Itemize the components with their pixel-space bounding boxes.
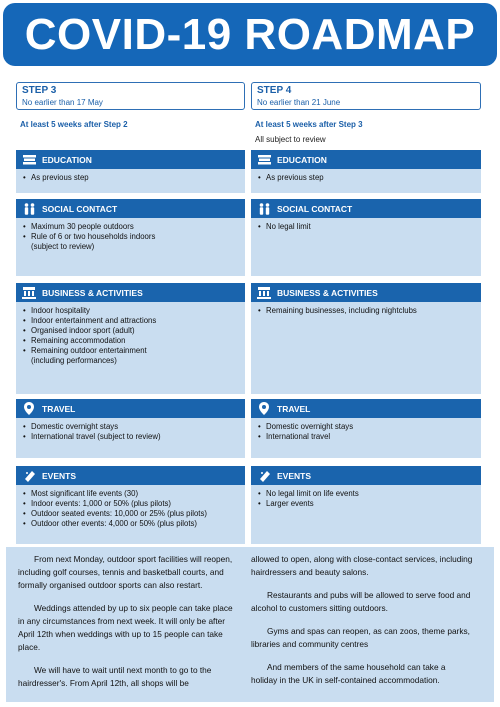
list-item: • Larger events bbox=[257, 499, 475, 509]
card-header bbox=[251, 399, 481, 418]
step3-business-card bbox=[16, 283, 245, 394]
list-item: • No legal limit on life events bbox=[257, 489, 475, 499]
step-title: STEP 3 bbox=[22, 85, 57, 96]
card-title: EVENTS bbox=[277, 470, 312, 481]
card-body bbox=[16, 485, 245, 544]
people-icon bbox=[22, 203, 36, 215]
list-item: • Maximum 30 people outdoors bbox=[22, 222, 239, 232]
article-paragraph: And members of the same household can take a holiday in the UK in self-contained accommodation. bbox=[251, 662, 446, 685]
card-title: SOCIAL CONTACT bbox=[42, 203, 118, 214]
card-body bbox=[251, 418, 481, 458]
list-item: • Indoor entertainment and attractions bbox=[22, 316, 239, 326]
ticket-icon bbox=[22, 470, 36, 482]
list-item: (subject to review) bbox=[31, 242, 95, 251]
card-header bbox=[16, 399, 245, 418]
title-banner bbox=[3, 3, 497, 66]
list-item: • Domestic overnight stays bbox=[257, 422, 475, 432]
step4-social-card bbox=[251, 199, 481, 276]
card-body bbox=[251, 302, 481, 394]
list-item: • As previous step bbox=[257, 173, 475, 183]
card-header bbox=[251, 283, 481, 302]
step4-events-card bbox=[251, 466, 481, 544]
step-label-box bbox=[251, 82, 481, 110]
article-paragraph: Gyms and spas can reopen, as can zoos, theme parks, libraries and community centres bbox=[251, 626, 470, 649]
step4-business-card bbox=[251, 283, 481, 394]
list-item: • Indoor hospitality bbox=[22, 306, 239, 316]
list-item: (including performances) bbox=[31, 356, 117, 365]
card-header bbox=[16, 466, 245, 485]
building-icon bbox=[257, 287, 271, 299]
step-date: No earlier than 21 June bbox=[257, 98, 341, 107]
books-icon bbox=[22, 154, 36, 166]
article-paragraph: allowed to open, along with close-contact services, including hairdressers and beauty salons. bbox=[251, 554, 473, 577]
list-item: • Remaining businesses, including nightclubs bbox=[257, 306, 475, 316]
list-item: • Remaining outdoor entertainment bbox=[22, 346, 239, 356]
step3-header bbox=[16, 82, 245, 130]
step-title: STEP 4 bbox=[257, 85, 292, 96]
list-item: • As previous step bbox=[22, 173, 239, 183]
card-title: SOCIAL CONTACT bbox=[277, 203, 353, 214]
list-item: • Most significant life events (30) bbox=[22, 489, 239, 499]
card-title: EVENTS bbox=[42, 470, 77, 481]
card-title: EDUCATION bbox=[277, 154, 327, 165]
card-title: TRAVEL bbox=[42, 403, 76, 414]
list-item: • Outdoor other events: 4,000 or 50% (plus pilots) bbox=[22, 519, 239, 529]
card-header bbox=[16, 150, 245, 169]
card-title: BUSINESS & ACTIVITIES bbox=[277, 287, 378, 298]
list-item: • No legal limit bbox=[257, 222, 475, 232]
step4-education-card bbox=[251, 150, 481, 193]
card-header bbox=[16, 283, 245, 302]
article-paragraph: From next Monday, outdoor sport facilities will reopen, including golf courses, tennis and basketball courts, and formally organised outdoor sports can also restart. bbox=[18, 554, 233, 590]
list-item: • Rule of 6 or two households indoors bbox=[22, 232, 239, 242]
step-date: No earlier than 17 May bbox=[22, 98, 103, 107]
article-paragraph: We will have to wait until next month to go to the hairdresser's. From April 12th, all shops will be bbox=[18, 665, 212, 688]
list-item: • International travel (subject to review) bbox=[22, 432, 239, 442]
card-header bbox=[16, 199, 245, 218]
card-body bbox=[16, 169, 245, 193]
list-item: • Domestic overnight stays bbox=[22, 422, 239, 432]
article-paragraph: Weddings attended by up to six people can take place in any circumstances from next week. It will only be after April 12th when weddings with up to 15 people can take place. bbox=[18, 603, 233, 652]
card-header bbox=[251, 466, 481, 485]
step4-travel-card bbox=[251, 399, 481, 458]
card-body bbox=[16, 418, 245, 458]
ticket-icon bbox=[257, 470, 271, 482]
list-item: • Indoor events: 1,000 or 50% (plus pilots) bbox=[22, 499, 239, 509]
step3-education-card bbox=[16, 150, 245, 193]
step-note: All subject to review bbox=[255, 135, 326, 144]
list-item: • Organised indoor sport (adult) bbox=[22, 326, 239, 336]
card-body bbox=[16, 302, 245, 394]
location-pin-icon bbox=[257, 403, 271, 415]
step3-travel-card bbox=[16, 399, 245, 458]
card-body bbox=[251, 218, 481, 276]
card-title: TRAVEL bbox=[277, 403, 311, 414]
step-label-box bbox=[16, 82, 245, 110]
location-pin-icon bbox=[22, 403, 36, 415]
books-icon bbox=[257, 154, 271, 166]
card-title: EDUCATION bbox=[42, 154, 92, 165]
step3-social-card bbox=[16, 199, 245, 276]
card-body bbox=[251, 485, 481, 544]
card-body bbox=[251, 169, 481, 193]
card-title: BUSINESS & ACTIVITIES bbox=[42, 287, 143, 298]
card-body bbox=[16, 218, 245, 276]
article-panel bbox=[6, 547, 494, 702]
card-header bbox=[251, 199, 481, 218]
step3-events-card bbox=[16, 466, 245, 544]
article-left-column bbox=[18, 553, 251, 702]
list-item: • International travel bbox=[257, 432, 475, 442]
building-icon bbox=[22, 287, 36, 299]
step-timing: At least 5 weeks after Step 2 bbox=[20, 120, 128, 129]
step4-header bbox=[251, 82, 481, 145]
people-icon bbox=[257, 203, 271, 215]
list-item: • Outdoor seated events: 10,000 or 25% (plus pilots) bbox=[22, 509, 239, 519]
article-right-column bbox=[251, 553, 484, 702]
step-timing: At least 5 weeks after Step 3 bbox=[255, 120, 363, 129]
list-item: • Remaining accommodation bbox=[22, 336, 239, 346]
article-paragraph: Restaurants and pubs will be allowed to serve food and alcohol to customers sitting outdoors. bbox=[251, 590, 471, 613]
card-header bbox=[251, 150, 481, 169]
page-title: COVID-19 ROADMAP bbox=[24, 9, 476, 59]
